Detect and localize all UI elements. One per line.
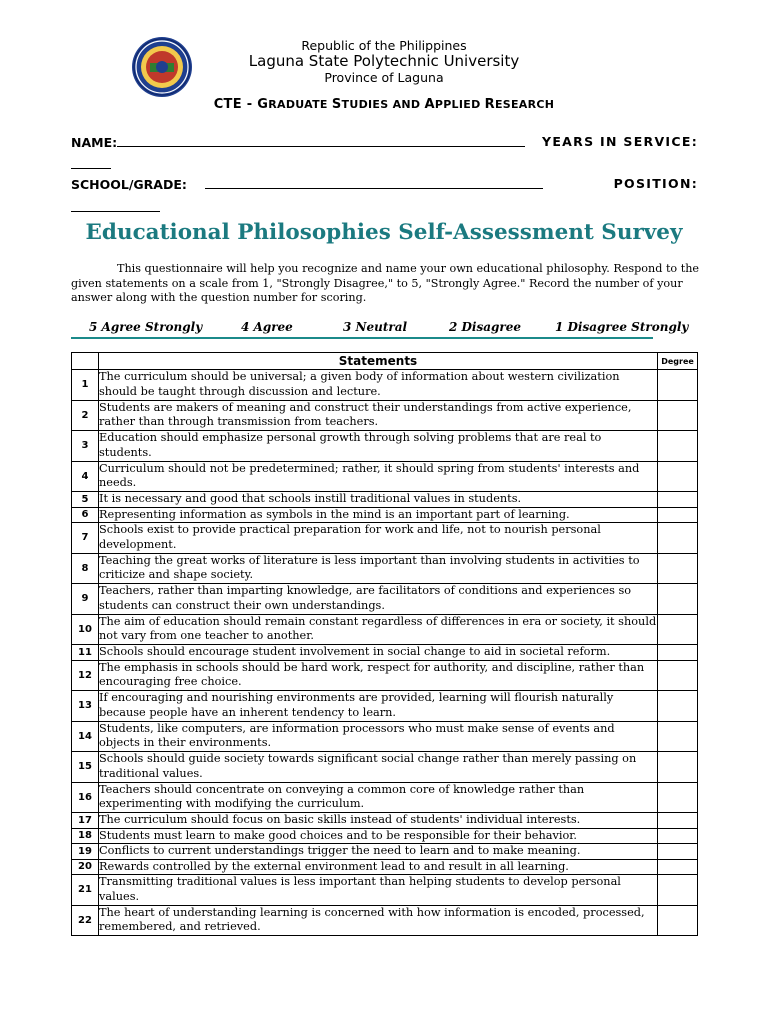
table-row bbox=[72, 431, 698, 462]
row-number: 3 bbox=[72, 431, 99, 462]
scale-4: 4 Agree bbox=[241, 320, 293, 334]
table-row bbox=[72, 828, 698, 844]
degree-cell[interactable] bbox=[658, 828, 698, 844]
row-number: 7 bbox=[72, 523, 99, 554]
statement-text: If encouraging and nourishing environments are provided, learning will flourish naturally because people have an inherent tendency to learn. bbox=[99, 691, 658, 722]
table-row bbox=[72, 507, 698, 523]
school-grade-blank[interactable] bbox=[205, 176, 543, 189]
statement-text: Representing information as symbols in the mind is an important part of learning. bbox=[99, 507, 658, 523]
row-number: 14 bbox=[72, 721, 99, 752]
statement-text: Schools exist to provide practical preparation for work and life, not to nourish personal development. bbox=[99, 523, 658, 554]
row-number: 16 bbox=[72, 782, 99, 813]
row-number: 12 bbox=[72, 660, 99, 691]
row-number: 19 bbox=[72, 844, 99, 860]
statements-table bbox=[71, 352, 698, 936]
scale-1: 1 Disagree Strongly bbox=[555, 320, 689, 334]
scale-2: 2 Disagree bbox=[449, 320, 522, 334]
degree-cell[interactable] bbox=[658, 507, 698, 523]
degree-cell[interactable] bbox=[658, 859, 698, 875]
row-number: 22 bbox=[72, 905, 99, 936]
table-row bbox=[72, 844, 698, 860]
years-in-service-label: YEARS IN SERVICE: bbox=[541, 134, 698, 149]
number-header bbox=[72, 353, 99, 370]
statement-text: Teaching the great works of literature is less important than involving students in activities to criticize and shape society. bbox=[99, 553, 658, 584]
table-row bbox=[72, 584, 698, 615]
degree-cell[interactable] bbox=[658, 461, 698, 492]
table-row bbox=[72, 875, 698, 906]
degree-cell[interactable] bbox=[658, 431, 698, 462]
statement-text: The curriculum should be universal; a given body of information about western civilization should be taught through discussion and lecture. bbox=[99, 370, 658, 401]
table-row bbox=[72, 660, 698, 691]
statement-text: Education should emphasize personal growth through solving problems that are real to students. bbox=[99, 431, 658, 462]
statement-text: The heart of understanding learning is concerned with how information is encoded, processed, remembered, and retrieved. bbox=[99, 905, 658, 936]
table-row bbox=[72, 461, 698, 492]
row-number: 11 bbox=[72, 645, 99, 661]
position-blank[interactable] bbox=[71, 210, 160, 212]
row-number: 13 bbox=[72, 691, 99, 722]
degree-cell[interactable] bbox=[658, 660, 698, 691]
row-number: 8 bbox=[72, 553, 99, 584]
degree-cell[interactable] bbox=[658, 492, 698, 508]
degree-header: Degree bbox=[658, 353, 698, 370]
statement-text: Schools should encourage student involvement in social change to aid in societal reform. bbox=[99, 645, 658, 661]
table-row bbox=[72, 782, 698, 813]
province-line: Province of Laguna bbox=[324, 70, 444, 85]
statement-text: Students must learn to make good choices and to be responsible for their behavior. bbox=[99, 828, 658, 844]
statement-text: Conflicts to current understandings trigger the need to learn and to make meaning. bbox=[99, 844, 658, 860]
statement-text: Students, like computers, are information processors who must make sense of events and objects in their environments. bbox=[99, 721, 658, 752]
table-row bbox=[72, 752, 698, 783]
statement-text: Rewards controlled by the external environment lead to and result in all learning. bbox=[99, 859, 658, 875]
table-row bbox=[72, 370, 698, 401]
degree-cell[interactable] bbox=[658, 844, 698, 860]
table-row bbox=[72, 691, 698, 722]
name-field-row bbox=[71, 134, 698, 150]
university-name: Laguna State Polytechnic University bbox=[248, 52, 520, 70]
intro-paragraph: This questionnaire will help you recognize and name your own educational philosophy. Respond to the given statements on a scale from 1, "Strongly Disagree," to 5, "Strongly Agree." Record the number of your answer along with the question number for scoring. bbox=[71, 262, 700, 305]
row-number: 10 bbox=[72, 614, 99, 645]
school-field-row bbox=[71, 176, 698, 192]
row-number: 20 bbox=[72, 859, 99, 875]
scale-5: 5 Agree Strongly bbox=[89, 320, 203, 334]
row-number: 17 bbox=[72, 813, 99, 829]
statement-text: Teachers should concentrate on conveying a common core of knowledge rather than experimenting with modifying the curriculum. bbox=[99, 782, 658, 813]
statement-text: Schools should guide society towards significant social change rather than merely passing on traditional values. bbox=[99, 752, 658, 783]
name-blank[interactable] bbox=[117, 134, 525, 147]
statement-text: Transmitting traditional values is less important than helping students to develop personal values. bbox=[99, 875, 658, 906]
row-number: 21 bbox=[72, 875, 99, 906]
table-row bbox=[72, 859, 698, 875]
years-in-service-blank[interactable] bbox=[71, 167, 111, 169]
scale-divider bbox=[71, 337, 653, 339]
statement-text: It is necessary and good that schools instill traditional values in students. bbox=[99, 492, 658, 508]
degree-cell[interactable] bbox=[658, 523, 698, 554]
row-number: 2 bbox=[72, 400, 99, 431]
table-row bbox=[72, 400, 698, 431]
rating-scale bbox=[71, 320, 699, 336]
scale-3: 3 Neutral bbox=[343, 320, 408, 334]
statement-text: Teachers, rather than imparting knowledge, are facilitators of conditions and experiences so students can construct their own understandings. bbox=[99, 584, 658, 615]
degree-cell[interactable] bbox=[658, 905, 698, 936]
statement-text: The curriculum should focus on basic skills instead of students' individual interests. bbox=[99, 813, 658, 829]
row-number: 4 bbox=[72, 461, 99, 492]
degree-cell[interactable] bbox=[658, 721, 698, 752]
republic-line: Republic of the Philippines bbox=[301, 38, 467, 53]
row-number: 15 bbox=[72, 752, 99, 783]
department-heading: CTE - GRADUATE STUDIES AND APPLIED RESEARCH bbox=[213, 97, 555, 112]
row-number: 9 bbox=[72, 584, 99, 615]
table-row bbox=[72, 492, 698, 508]
table-row bbox=[72, 721, 698, 752]
degree-cell[interactable] bbox=[658, 400, 698, 431]
statements-header: Statements bbox=[99, 353, 658, 370]
table-row bbox=[72, 645, 698, 661]
row-number: 5 bbox=[72, 492, 99, 508]
degree-cell[interactable] bbox=[658, 370, 698, 401]
table-row bbox=[72, 614, 698, 645]
row-number: 18 bbox=[72, 828, 99, 844]
statement-text: The aim of education should remain constant regardless of differences in era or society, it should not vary from one teacher to another. bbox=[99, 614, 658, 645]
table-row bbox=[72, 523, 698, 554]
table-row bbox=[72, 905, 698, 936]
survey-title: Educational Philosophies Self-Assessment Survey bbox=[85, 220, 683, 245]
row-number: 1 bbox=[72, 370, 99, 401]
table-row bbox=[72, 553, 698, 584]
degree-cell[interactable] bbox=[658, 584, 698, 615]
name-label: NAME: bbox=[71, 135, 118, 150]
degree-cell[interactable] bbox=[658, 645, 698, 661]
degree-cell[interactable] bbox=[658, 875, 698, 906]
statement-text: Curriculum should not be predetermined; rather, it should spring from students' interests and needs. bbox=[99, 461, 658, 492]
degree-cell[interactable] bbox=[658, 691, 698, 722]
statement-text: The emphasis in schools should be hard work, respect for authority, and discipline, rather than encouraging free choice. bbox=[99, 660, 658, 691]
statement-text: Students are makers of meaning and construct their understandings from active experience, rather than through transmission from teachers. bbox=[99, 400, 658, 431]
degree-cell[interactable] bbox=[658, 614, 698, 645]
degree-cell[interactable] bbox=[658, 553, 698, 584]
table-row bbox=[72, 813, 698, 829]
row-number: 6 bbox=[72, 507, 99, 523]
degree-cell[interactable] bbox=[658, 782, 698, 813]
degree-cell[interactable] bbox=[658, 752, 698, 783]
position-label: POSITION: bbox=[613, 176, 698, 191]
degree-cell[interactable] bbox=[658, 813, 698, 829]
school-grade-label: SCHOOL/GRADE: bbox=[71, 177, 187, 192]
